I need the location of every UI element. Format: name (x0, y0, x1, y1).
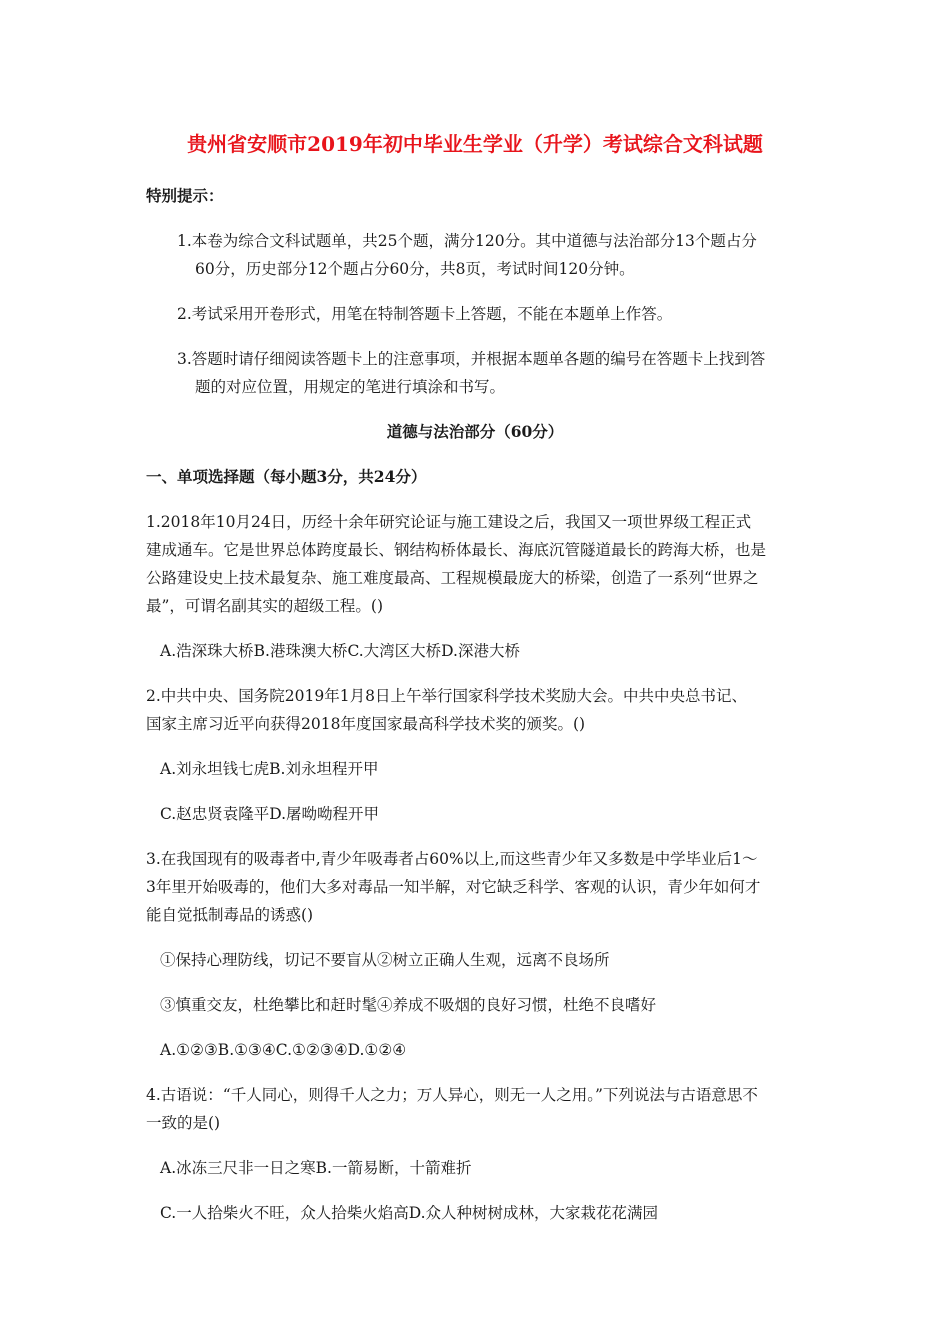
question-2-line-1: 2.中共中央、国务院2019年1月8日上午举行国家科学技术奖励大会。中共中央总书记、 (146, 687, 747, 705)
section-title: 道德与法治部分（60分） (386, 422, 564, 441)
question-2-options-1: A.刘永坦钱七虎B.刘永坦程开甲 (160, 760, 379, 778)
part-heading: 一、单项选择题（每小题3分，共24分） (146, 467, 427, 486)
question-1-line-1: 1.2018年10月24日，历经十余年研究论证与施工建设之后，我国又一项世界级工程正式 (146, 513, 752, 531)
notice-item-1-line-1: 1.本卷为综合文科试题单，共25个题，满分120分。其中道德与法治部分13个题占分 (177, 232, 757, 250)
question-3-line-2: 3年里开始吸毒的，他们大多对毒品一知半解，对它缺乏科学、客观的认识，青少年如何才 (146, 878, 761, 896)
notice-item-1-line-2: 60分，历史部分12个题占分60分，共8页，考试时间120分钟。 (195, 260, 635, 278)
question-3-line-1: 3.在我国现有的吸毒者中,青少年吸毒者占60%以上,而这些青少年又多数是中学毕业后1～ (146, 850, 758, 868)
notice-item-3-line-2: 题的对应位置，用规定的笔进行填涂和书写。 (195, 378, 506, 396)
question-2-options-2: C.赵忠贤袁隆平D.屠呦呦程开甲 (160, 805, 380, 823)
question-3-statement-2: ③慎重交友，杜绝攀比和赶时髦④养成不吸烟的良好习惯，杜绝不良嗜好 (160, 996, 657, 1014)
notice-heading: 特别提示： (146, 186, 224, 205)
page-title: 贵州省安顺市2019年初中毕业生学业（升学）考试综合文科试题 (187, 132, 763, 156)
question-1-line-3: 公路建设史上技术最复杂、施工难度最高、工程规模最庞大的桥梁，创造了一系列“世界之 (146, 569, 759, 587)
question-4-line-2: 一致的是() (146, 1114, 221, 1132)
question-1-options: A.浩深珠大桥B.港珠澳大桥C.大湾区大桥D.深港大桥 (160, 642, 520, 660)
question-4-options-1: A.冰冻三尺非一日之寒B.一箭易断，十箭难折 (160, 1159, 472, 1177)
question-3-options: A.①②③B.①③④C.①②③④D.①②④ (160, 1041, 407, 1059)
notice-item-3-line-1: 3.答题时请仔细阅读答题卡上的注意事项，并根据本题单各题的编号在答题卡上找到答 (177, 350, 766, 368)
question-2-line-2: 国家主席习近平向获得2018年度国家最高科学技术奖的颁奖。() (146, 715, 586, 733)
question-4-options-2: C.一人拾柴火不旺，众人拾柴火焰高D.众人种树树成林，大家栽花花满园 (160, 1204, 659, 1222)
question-1-line-4: 最”，可谓名副其实的超级工程。() (146, 597, 384, 615)
question-1-line-2: 建成通车。它是世界总体跨度最长、钢结构桥体最长、海底沉管隧道最长的跨海大桥，也是 (146, 541, 767, 559)
question-4-line-1: 4.古语说：“千人同心，则得千人之力；万人异心，则无一人之用。”下列说法与古语意思不 (146, 1086, 758, 1104)
notice-item-2-line-1: 2.考试采用开卷形式，用笔在特制答题卡上答题，不能在本题单上作答。 (177, 305, 673, 323)
question-3-statement-1: ①保持心理防线，切记不要盲从②树立正确人生观，远离不良场所 (160, 951, 610, 969)
question-3-line-3: 能自觉抵制毒品的诱惑() (146, 906, 314, 924)
